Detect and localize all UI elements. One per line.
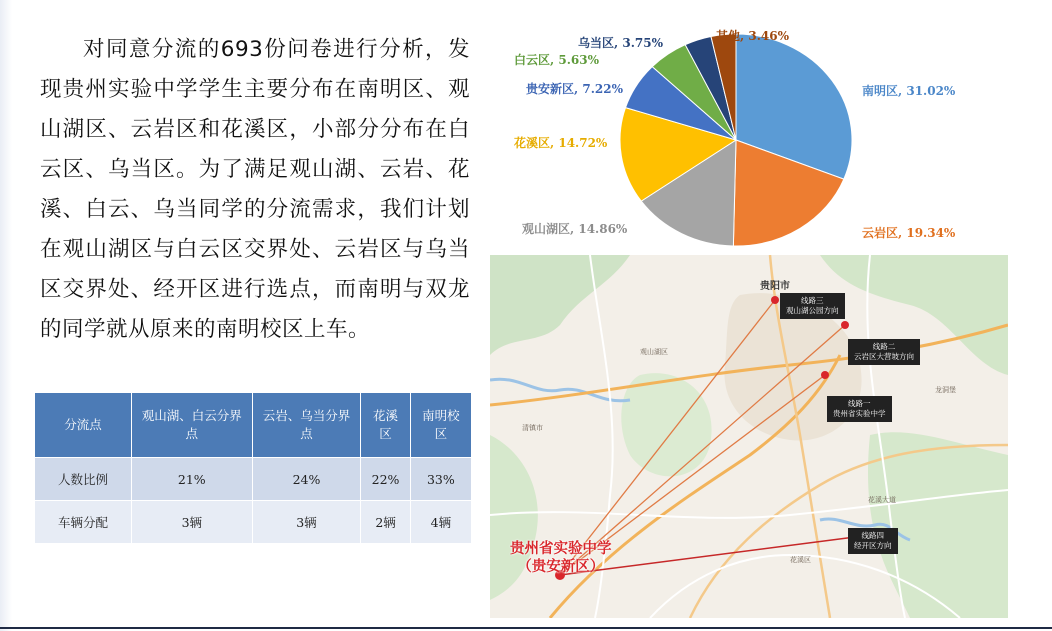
place-label: 花溪区 xyxy=(790,556,811,564)
table-cell: 33% xyxy=(410,458,471,501)
school-label-line: 贵州省实验中学 xyxy=(510,541,612,557)
callout-line: 线路一 xyxy=(848,399,871,408)
table-cell: 人数比例 xyxy=(35,458,132,501)
table-header: 云岩、乌当分界点 xyxy=(252,393,361,458)
table-header: 分流点 xyxy=(35,393,132,458)
place-label: 观山湖区 xyxy=(640,348,668,356)
pie-data-label: 南明区, 31.02% xyxy=(862,84,956,98)
table-cell: 车辆分配 xyxy=(35,501,132,544)
school-label xyxy=(510,540,612,576)
route-callout-4 xyxy=(848,528,898,554)
callout-line: 线路三 xyxy=(801,296,824,305)
table-cell: 3辆 xyxy=(252,501,361,544)
table-cell: 4辆 xyxy=(410,501,471,544)
stop-marker xyxy=(821,371,829,379)
terrain-patch xyxy=(490,255,630,355)
callout-line: 云岩区大营坡方向 xyxy=(854,352,914,361)
pie-chart xyxy=(490,10,1030,255)
pie-data-label: 观山湖区, 14.86% xyxy=(522,222,628,236)
table-cell: 21% xyxy=(132,458,253,501)
route-callout-2 xyxy=(848,339,920,365)
pie-data-label: 乌当区, 3.75% xyxy=(578,36,663,50)
stop-marker xyxy=(771,296,779,304)
callout-line: 线路四 xyxy=(861,531,884,540)
pie-data-label: 其他, 3.46% xyxy=(716,29,789,43)
callout-line: 线路二 xyxy=(872,342,896,351)
callout-line: 经开区方向 xyxy=(854,541,892,550)
table-header: 花溪区 xyxy=(361,393,410,458)
place-label: 清镇市 xyxy=(522,424,543,432)
pie-data-label: 贵安新区, 7.22% xyxy=(526,82,623,96)
pie-data-label: 白云区, 5.63% xyxy=(514,53,599,67)
table-row xyxy=(35,501,472,544)
place-label: 贵阳市 xyxy=(760,281,790,292)
table-cell: 2辆 xyxy=(361,501,410,544)
analysis-paragraph: 对同意分流的693份问卷进行分析，发现贵州实验中学学生主要分布在南明区、观山湖区、云岩区和花溪区，小部分分布在白云区、乌当区。为了满足观山湖、云岩、花溪、白云、乌当同学的分流需求，我们计划在观山湖区与白云区交界处、云岩区与乌当区交界处、经开区进行选点，而南明与双龙的同学就从原来的南明校区上车。 xyxy=(40,37,470,342)
table-header: 观山湖、白云分界点 xyxy=(132,393,253,458)
callout-line: 观山湖公园方向 xyxy=(786,306,839,315)
distribution-table xyxy=(34,392,472,544)
table-cell: 24% xyxy=(252,458,361,501)
route-callout-1 xyxy=(827,396,892,422)
callout-line: 贵州省实验中学 xyxy=(833,409,886,418)
route-callout-3 xyxy=(780,293,845,319)
place-label: 龙洞堡 xyxy=(935,386,956,394)
place-label: 花溪大道 xyxy=(868,496,896,504)
table-header-row xyxy=(35,393,472,458)
stop-marker xyxy=(841,321,849,329)
footer-rule xyxy=(0,627,1052,629)
table-cell: 3辆 xyxy=(132,501,253,544)
table-header: 南明校区 xyxy=(410,393,471,458)
route-map xyxy=(490,255,1008,618)
pie-chart-svg xyxy=(490,10,1030,255)
pie-data-label: 花溪区, 14.72% xyxy=(514,136,608,150)
school-label-line: （贵安新区） xyxy=(517,559,605,575)
terrain-patch xyxy=(621,373,711,476)
pie-data-label: 云岩区, 19.34% xyxy=(862,226,956,240)
terrain-patch xyxy=(868,432,1008,618)
table-row xyxy=(35,458,472,501)
table-cell: 22% xyxy=(361,458,410,501)
